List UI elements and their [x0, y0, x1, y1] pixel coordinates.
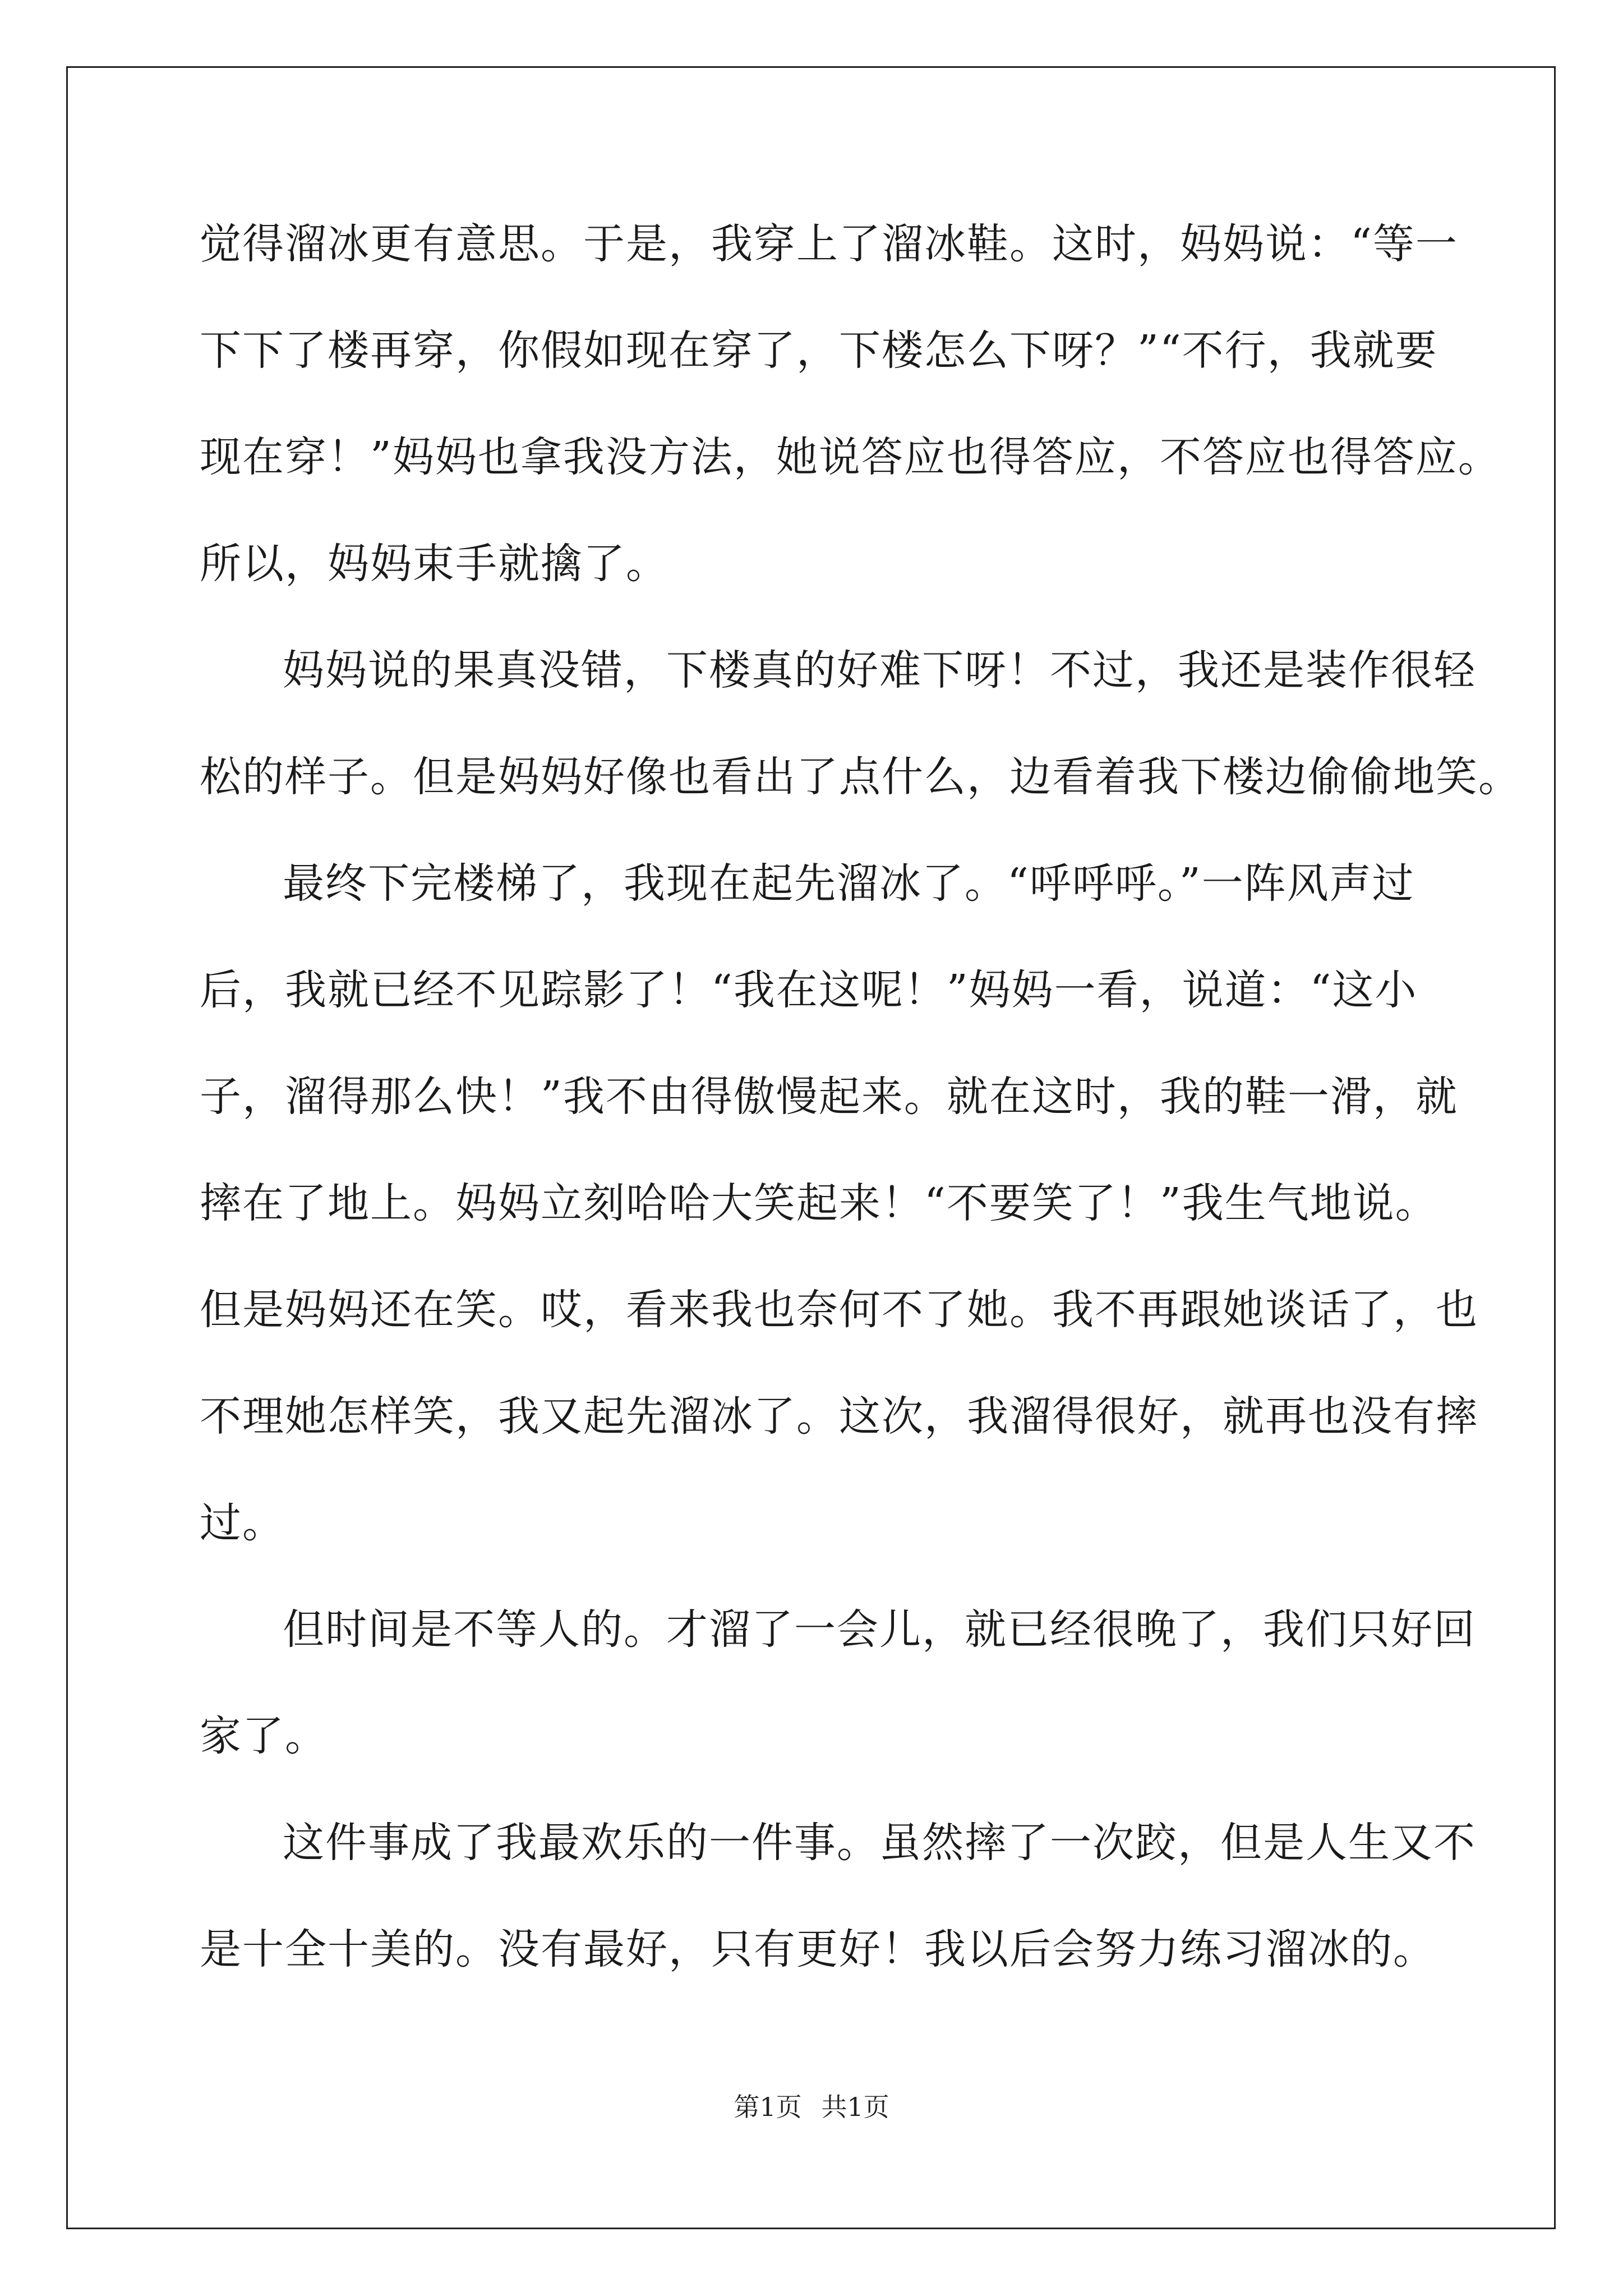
text-line: 但是妈妈还在笑。哎，看来我也奈何不了她。我不再跟她谈话了，也: [200, 1286, 1478, 1334]
text-line: 不理她怎样笑，我又起先溜冰了。这次，我溜得很好，就再也没有摔: [200, 1392, 1478, 1441]
page-footer: [0, 2087, 1623, 2124]
page-number: 第1页: [734, 2092, 802, 2122]
text-line: 家了。: [200, 1712, 328, 1760]
paragraph-first-line: 这件事成了我最欢乐的一件事。虽然摔了一次跤，但是人生又不: [283, 1819, 1476, 1867]
text-line: 所以，妈妈束手就擒了。: [200, 540, 668, 588]
text-line: 后，我就已经不见踪影了！“我在这呢！”妈妈一看，说道：“这小: [200, 966, 1418, 1014]
paragraph-first-line: 妈妈说的果真没错，下楼真的好难下呀！不过，我还是装作很轻: [283, 646, 1476, 694]
text-line: 觉得溜冰更有意思。于是，我穿上了溜冰鞋。这时，妈妈说：“等一: [200, 220, 1458, 268]
paragraph-first-line: 但时间是不等人的。才溜了一会儿，就已经很晚了，我们只好回: [283, 1605, 1476, 1654]
total-pages: 共1页: [821, 2092, 889, 2122]
text-line: 下下了楼再穿，你假如现在穿了，下楼怎么下呀？”“不行，我就要: [200, 326, 1438, 375]
text-line: 摔在了地上。妈妈立刻哈哈大笑起来！“不要笑了！”我生气地说。: [200, 1179, 1438, 1227]
document-body: [200, 191, 1521, 2003]
text-line: 现在穿！”妈妈也拿我没方法，她说答应也得答应，不答应也得答应。: [200, 433, 1501, 481]
text-line: 子，溜得那么快！”我不由得傲慢起来。就在这时，我的鞋一滑，就: [200, 1073, 1458, 1121]
text-line: 过。: [200, 1499, 285, 1547]
text-line: 松的样子。但是妈妈好像也看出了点什么，边看着我下楼边偷偷地笑。: [200, 753, 1521, 801]
text-line: 是十全十美的。没有最好，只有更好！我以后会努力练习溜冰的。: [200, 1925, 1436, 1973]
paragraph-first-line: 最终下完楼梯了，我现在起先溜冰了。“呼呼呼。”一阵风声过: [283, 859, 1415, 908]
